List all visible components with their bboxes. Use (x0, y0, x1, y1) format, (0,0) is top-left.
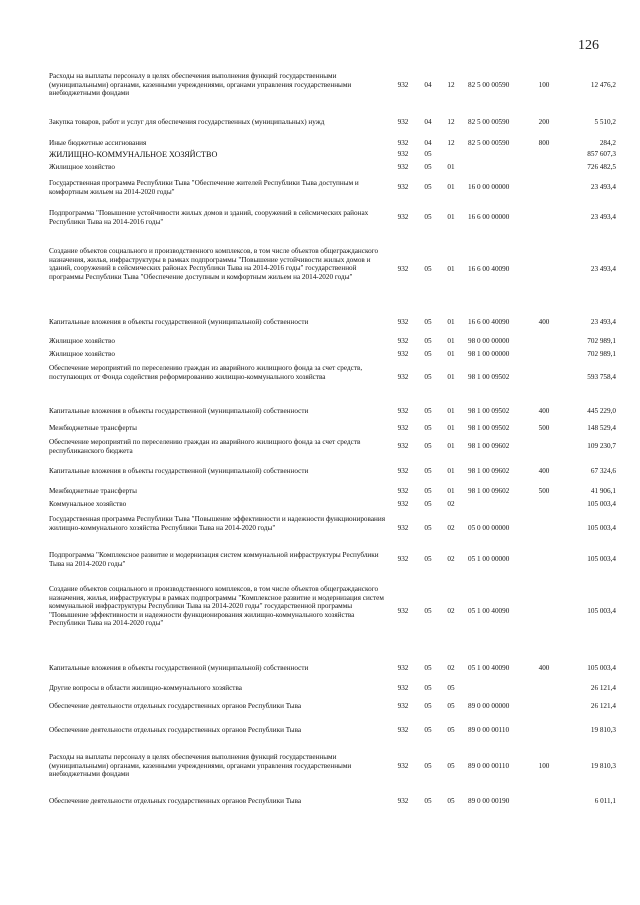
row-c6-value: 445 229,0 (587, 407, 616, 415)
row-c6-value: 105 003,4 (587, 607, 616, 615)
row-c2-value: 05 (424, 726, 432, 734)
row-c6-value: 26 121,4 (590, 702, 616, 710)
row-c3-value: 01 (447, 487, 455, 495)
row-description: Жилищное хозяйство (49, 337, 115, 345)
row-description: Обеспечение деятельности отдельных государственных органов Республики Тыва (49, 702, 302, 710)
row-c5-value: 500 (538, 487, 550, 495)
row-description: Обеспечение деятельности отдельных государственных органов Республики Тыва (49, 726, 302, 734)
row-c6-value: 23 493,4 (590, 183, 616, 191)
row-c6-value: 105 003,4 (587, 555, 616, 563)
row-c5-value: 200 (538, 118, 550, 126)
row-c2-value: 05 (424, 664, 432, 672)
row-c5-value: 400 (538, 467, 550, 475)
row-description: Подпрограмма "Повышение устойчивости жилых домов и зданий, сооружений в сейсмических районах Республики Тыва на 2014-2016 годы" (49, 209, 369, 226)
row-c3-value: 01 (447, 213, 455, 221)
row-c3-value: 12 (447, 139, 455, 147)
row-c3-value: 02 (447, 500, 455, 508)
row-c5-value: 400 (538, 664, 550, 672)
row-c2-value: 04 (424, 118, 432, 126)
row-c3-value: 01 (447, 467, 455, 475)
row-c6-value: 23 493,4 (590, 318, 616, 326)
row-c2-value: 05 (424, 487, 432, 495)
row-description: Коммунальное хозяйство (49, 500, 127, 508)
row-c1-value: 932 (397, 664, 409, 672)
row-c6-value: 148 529,4 (587, 424, 616, 432)
row-c2-value: 04 (424, 81, 432, 89)
row-c6-value: 105 003,4 (587, 500, 616, 508)
row-c1-value: 932 (397, 118, 409, 126)
row-c1-value: 932 (397, 467, 409, 475)
row-c2-value: 05 (424, 350, 432, 358)
row-c4-value: 16 6 00 00000 (468, 213, 510, 221)
row-c4-value: 05 1 00 40090 (468, 664, 510, 672)
row-c2-value: 05 (424, 442, 432, 450)
row-c1-value: 932 (397, 81, 409, 89)
row-c1-value: 932 (397, 702, 409, 710)
row-c6-value: 105 003,4 (587, 524, 616, 532)
row-c2-value: 05 (424, 424, 432, 432)
row-c6-value: 19 810,3 (590, 762, 616, 770)
row-c1-value: 932 (397, 555, 409, 563)
row-description: Расходы на выплаты персоналу в целях обеспечения выполнения функций государственными (муниципальными) органами, казенными учреждениями, органами управления государственными внебюджетными фондами (49, 753, 352, 779)
row-c4-value: 98 1 00 09502 (468, 407, 510, 415)
row-c6-value: 26 121,4 (590, 684, 616, 692)
row-c2-value: 05 (424, 607, 432, 615)
row-c4-value: 98 1 00 09602 (468, 442, 510, 450)
row-c1-value: 932 (397, 213, 409, 221)
row-description: ЖИЛИЩНО-КОММУНАЛЬНОЕ ХОЗЯЙСТВО (49, 150, 218, 159)
row-c4-value: 98 1 00 09502 (468, 424, 510, 432)
row-c4-value: 82 5 00 00590 (468, 81, 510, 89)
row-description: Обеспечение мероприятий по переселению граждан из аварийного жилищного фонда за счет средств республиканского бюджета (49, 438, 361, 455)
row-c3-value: 01 (447, 350, 455, 358)
row-c1-value: 932 (397, 500, 409, 508)
row-description: Государственная программа Республики Тыва "Повышение эффективности и надежности функционирования жилищно-коммунального хозяйства Республики Тыва на 2014-2020 годы" (49, 515, 386, 532)
row-c2-value: 05 (424, 213, 432, 221)
row-c2-value: 05 (424, 684, 432, 692)
row-c3-value: 02 (447, 555, 455, 563)
row-c4-value: 89 0 00 00190 (468, 797, 510, 805)
row-c3-value: 05 (447, 702, 455, 710)
row-c1-value: 932 (397, 183, 409, 191)
row-description: Подпрограмма "Комплексное развитие и модернизация систем коммунальной инфраструктуры Республики Тыва на 2014-2020 годы" (49, 551, 379, 568)
row-c1-value: 932 (397, 684, 409, 692)
row-c4-value: 89 0 00 00000 (468, 702, 510, 710)
row-c3-value: 05 (447, 726, 455, 734)
row-c4-value: 05 1 00 00000 (468, 555, 510, 563)
row-c3-value: 02 (447, 664, 455, 672)
row-c6-value: 19 810,3 (590, 726, 616, 734)
row-c3-value: 05 (447, 797, 455, 805)
row-c3-value: 01 (447, 373, 455, 381)
row-c1-value: 932 (397, 318, 409, 326)
row-c2-value: 05 (424, 524, 432, 532)
row-c3-value: 01 (447, 407, 455, 415)
row-c6-value: 109 230,7 (587, 442, 616, 450)
row-c5-value: 800 (538, 139, 550, 147)
row-description: Жилищное хозяйство (49, 350, 115, 358)
row-c3-value: 02 (447, 607, 455, 615)
row-c2-value: 05 (424, 500, 432, 508)
row-c4-value: 16 6 00 40090 (468, 318, 510, 326)
row-c2-value: 05 (424, 337, 432, 345)
row-c6-value: 5 510,2 (594, 118, 616, 126)
row-c1-value: 932 (397, 350, 409, 358)
row-c4-value: 89 0 00 00110 (468, 726, 510, 734)
row-c2-value: 05 (424, 373, 432, 381)
row-c3-value: 05 (447, 762, 455, 770)
row-c6-value: 702 989,1 (587, 337, 616, 345)
row-c6-value: 284,2 (599, 139, 616, 147)
row-description: Жилищное хозяйство (49, 163, 115, 171)
row-c3-value: 12 (447, 81, 455, 89)
row-c3-value: 01 (447, 163, 455, 171)
row-c4-value: 98 0 00 00000 (468, 337, 510, 345)
row-c4-value: 89 0 00 00110 (468, 762, 510, 770)
row-description: Иные бюджетные ассигнования (49, 139, 147, 147)
row-c6-value: 726 482,5 (587, 163, 616, 171)
row-c5-value: 100 (538, 762, 550, 770)
row-c6-value: 702 989,1 (587, 350, 616, 358)
row-c3-value: 01 (447, 318, 455, 326)
row-c3-value: 01 (447, 337, 455, 345)
row-description: Расходы на выплаты персоналу в целях обеспечения выполнения функций государственными (муниципальными) органами, казенными учреждениями, органами управления государственными внебюджетными фондами (49, 72, 352, 98)
row-description: Закупка товаров, работ и услуг для обеспечения государственных (муниципальных) нужд (49, 118, 325, 126)
row-description: Создание объектов социального и производственного комплексов, в том числе объектов общегражданского назначения, жилья, инфраструктуры в рамках подпрограммы "Повышение устойчивости жилых домов и зданий, сооружений в сейсмических районах Республики Тыва на 2014-2016 годы" государственной программы Республики Тыва "Обеспечение доступным и комфортным жильем на 2014-2020 годы" (49, 247, 379, 281)
row-c1-value: 932 (397, 607, 409, 615)
row-c1-value: 932 (397, 726, 409, 734)
row-c6-value: 857 607,3 (587, 150, 616, 158)
row-c6-value: 23 493,4 (590, 265, 616, 273)
row-c1-value: 932 (397, 265, 409, 273)
row-c4-value: 98 1 00 00000 (468, 350, 510, 358)
row-c4-value: 98 1 00 09602 (468, 467, 510, 475)
row-description: Обеспечение деятельности отдельных государственных органов Республики Тыва (49, 797, 302, 805)
row-c1-value: 932 (397, 337, 409, 345)
row-c6-value: 41 906,1 (590, 487, 616, 495)
row-c6-value: 593 758,4 (587, 373, 616, 381)
row-c2-value: 05 (424, 797, 432, 805)
row-c3-value: 01 (447, 183, 455, 191)
row-c2-value: 05 (424, 407, 432, 415)
row-c5-value: 100 (538, 81, 550, 89)
row-description: Обеспечение мероприятий по переселению граждан из аварийного жилищного фонда за счет средств, поступающих от Фонда содействия реформированию жилищно-коммунального хозяйства (49, 364, 363, 381)
row-c4-value: 16 0 00 00000 (468, 183, 510, 191)
row-c4-value: 82 5 00 00590 (468, 139, 510, 147)
row-c4-value: 16 6 00 40090 (468, 265, 510, 273)
row-c1-value: 932 (397, 373, 409, 381)
row-description: Капитальные вложения в объекты государственной (муниципальной) собственности (49, 664, 309, 672)
row-c3-value: 05 (447, 684, 455, 692)
row-c1-value: 932 (397, 762, 409, 770)
row-description: Межбюджетные трансферты (49, 424, 137, 432)
row-description: Другие вопросы в области жилищно-коммунального хозяйства (49, 684, 242, 692)
row-c1-value: 932 (397, 797, 409, 805)
row-c2-value: 05 (424, 150, 432, 158)
row-c1-value: 932 (397, 487, 409, 495)
row-c6-value: 6 011,1 (594, 797, 616, 805)
row-c2-value: 05 (424, 183, 432, 191)
row-c2-value: 05 (424, 265, 432, 273)
row-c4-value: 98 1 00 09602 (468, 487, 510, 495)
row-c2-value: 05 (424, 318, 432, 326)
row-description: Капитальные вложения в объекты государственной (муниципальной) собственности (49, 467, 309, 475)
row-c3-value: 01 (447, 424, 455, 432)
row-c2-value: 05 (424, 555, 432, 563)
row-c2-value: 05 (424, 762, 432, 770)
row-c5-value: 500 (538, 424, 550, 432)
row-c3-value: 02 (447, 524, 455, 532)
row-c1-value: 932 (397, 139, 409, 147)
row-c3-value: 01 (447, 265, 455, 273)
row-c1-value: 932 (397, 163, 409, 171)
row-c5-value: 400 (538, 318, 550, 326)
row-c6-value: 23 493,4 (590, 213, 616, 221)
row-c1-value: 932 (397, 424, 409, 432)
row-c4-value: 98 1 00 09502 (468, 373, 510, 381)
row-c1-value: 932 (397, 524, 409, 532)
row-description: Межбюджетные трансферты (49, 487, 137, 495)
row-c4-value: 05 0 00 00000 (468, 524, 510, 532)
row-c2-value: 05 (424, 163, 432, 171)
row-description: Создание объектов социального и производственного комплексов, в том числе объектов общегражданского назначения, жилья, инфраструктуры в рамках подпрограммы "Комплексное развитие и модернизация систем коммунальной инфраструктуры Республики Тыва на 2014-2020 годы" государственной программы "Повышение эффективности и надежности функционирования жилищно-коммунального хозяйства Республики Тыва на 2014-2020 годы" (49, 585, 384, 628)
row-c1-value: 932 (397, 407, 409, 415)
row-c4-value: 82 5 00 00590 (468, 118, 510, 126)
row-c2-value: 04 (424, 139, 432, 147)
row-description: Капитальные вложения в объекты государственной (муниципальной) собственности (49, 407, 309, 415)
row-c3-value: 01 (447, 442, 455, 450)
row-c6-value: 67 324,6 (590, 467, 616, 475)
page-number: 126 (578, 38, 599, 53)
row-c6-value: 12 476,2 (590, 81, 616, 89)
row-description: Государственная программа Республики Тыва "Обеспечение жителей Республики Тыва доступным и комфортным жильем на 2014-2020 годы" (49, 179, 359, 196)
row-description: Капитальные вложения в объекты государственной (муниципальной) собственности (49, 318, 309, 326)
row-c1-value: 932 (397, 150, 409, 158)
row-c1-value: 932 (397, 442, 409, 450)
row-c6-value: 105 003,4 (587, 664, 616, 672)
row-c3-value: 12 (447, 118, 455, 126)
row-c5-value: 400 (538, 407, 550, 415)
row-c2-value: 05 (424, 467, 432, 475)
row-c2-value: 05 (424, 702, 432, 710)
row-c4-value: 05 1 00 40090 (468, 607, 510, 615)
